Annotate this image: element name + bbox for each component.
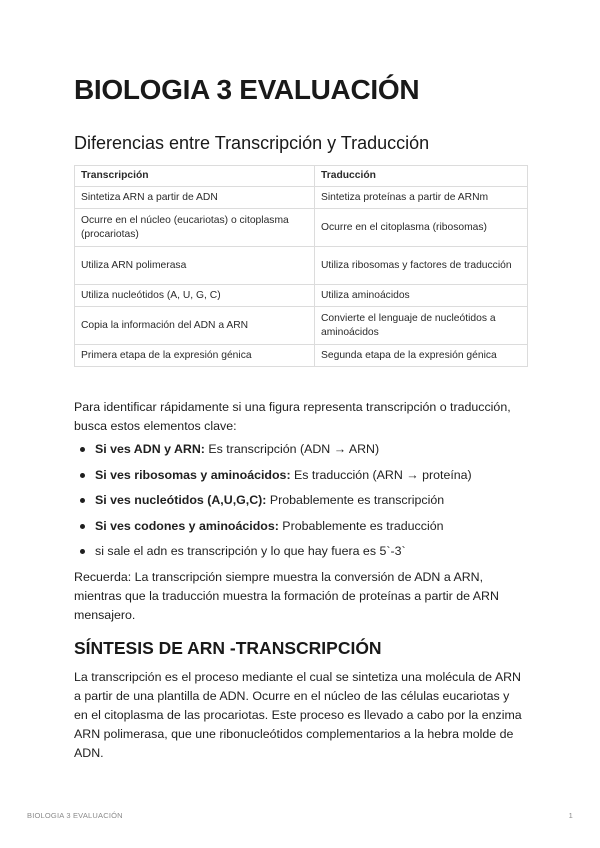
table-cell: Ocurre en el citoplasma (ribosomas) (315, 209, 528, 247)
table-cell: Primera etapa de la expresión génica (75, 345, 315, 367)
table-row (75, 285, 528, 307)
table-row (75, 345, 528, 367)
table-cell: Sintetiza ARN a partir de ADN (75, 187, 315, 209)
table-row (75, 307, 528, 345)
reminder-paragraph: Recuerda: La transcripción siempre muestra la conversión de ADN a ARN, mientras que la traducción muestra la formación de proteínas a partir de ARN mensajero. (74, 570, 499, 622)
table-row (75, 187, 528, 209)
column-header-transcripcion: Transcripción (75, 166, 315, 187)
list-item-text: Probablemente es transcripción (266, 493, 445, 508)
list-item-bold: Si ves ADN y ARN: (95, 442, 205, 456)
list-item-text: Es traducción (ARN → proteína) (290, 467, 472, 482)
list-item-text: Probablemente es traducción (278, 518, 444, 533)
table-header-row (75, 166, 528, 187)
column-header-traduccion: Traducción (315, 166, 528, 187)
page-footer (27, 811, 573, 820)
section-heading: SÍNTESIS DE ARN -TRANSCRIPCIÓN (74, 638, 382, 658)
list-item (74, 542, 526, 568)
table-row (75, 247, 528, 285)
bullet-icon (80, 524, 85, 529)
key-elements-list (74, 440, 526, 568)
comparison-table (74, 165, 528, 367)
list-item-bold: Si ves ribosomas y aminoácidos: (95, 467, 291, 482)
bullet-icon (80, 473, 85, 478)
bullet-icon (80, 447, 85, 452)
table-cell: Utiliza ribosomas y factores de traducción (315, 247, 528, 285)
table-cell: Utiliza aminoácidos (315, 285, 528, 307)
table-cell: Convierte el lenguaje de nucleótidos a aminoácidos (315, 307, 528, 345)
synthesis-paragraph: La transcripción es el proceso mediante el cual se sintetiza una molécula de ARN a partir de una plantilla de ADN. Ocurre en el núcleo de las células eucariotas y en el citoplasma de las procariotas. Este proceso es llevado a cabo por la enzima ARN polimerasa, que une ribonucleótidos complementarios a la hebra molde de ADN. (74, 670, 522, 760)
list-item-bold: Si ves nucleótidos (A,U,G,C): (95, 493, 267, 508)
list-item (74, 491, 526, 517)
list-item-text: Es transcripción (ADN → ARN) (204, 442, 380, 456)
list-item-text: si sale el adn es transcripción y lo que hay fuera es 5`-3` (95, 544, 406, 559)
table-cell: Utiliza nucleótidos (A, U, G, C) (75, 285, 315, 307)
list-item (74, 440, 526, 466)
list-item (74, 466, 526, 492)
page-number: 1 (568, 811, 573, 820)
table-row (75, 209, 528, 247)
table-cell: Sintetiza proteínas a partir de ARNm (315, 187, 528, 209)
table-cell: Segunda etapa de la expresión génica (315, 345, 528, 367)
footer-title: BIOLOGIA 3 EVALUACIÓN (27, 811, 123, 820)
page-title: BIOLOGIA 3 EVALUACIÓN (74, 74, 420, 105)
bullet-icon (80, 498, 85, 503)
list-item-bold: Si ves codones y aminoácidos: (95, 518, 279, 533)
intro-paragraph: Para identificar rápidamente si una figura representa transcripción o traducción, busca estos elementos clave: (74, 400, 511, 433)
bullet-icon (80, 549, 85, 554)
table-cell: Ocurre en el núcleo (eucariotas) o citoplasma (procariotas) (75, 209, 315, 247)
list-item (74, 517, 526, 543)
table-cell: Copia la información del ADN a ARN (75, 307, 315, 345)
table-cell: Utiliza ARN polimerasa (75, 247, 315, 285)
table-heading: Diferencias entre Transcripción y Traducción (74, 133, 430, 153)
